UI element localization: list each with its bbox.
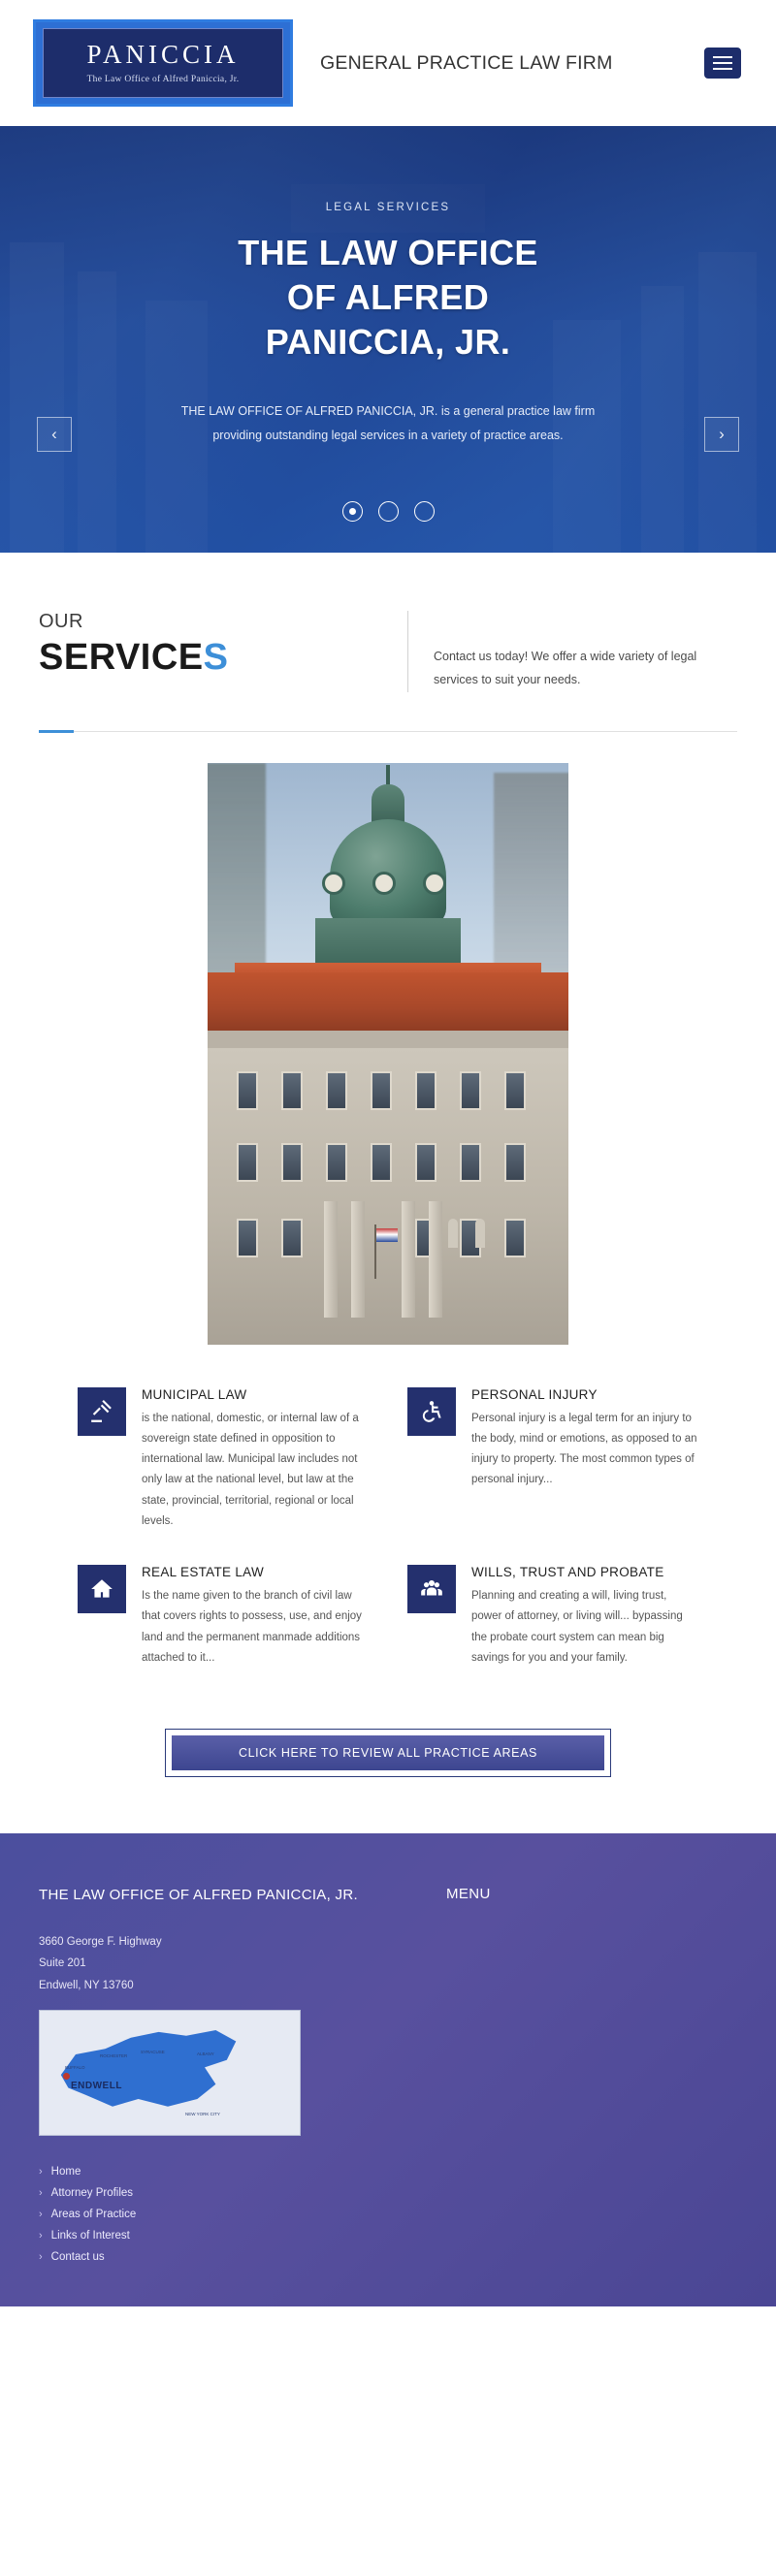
footer-contact-column	[39, 1884, 388, 2268]
chevron-right-icon: ›	[39, 2187, 43, 2200]
address-line-3: Endwell, NY 13760	[39, 1979, 134, 1991]
address-line-1: 3660 George F. Highway	[39, 1935, 162, 1948]
hero-banner	[0, 126, 776, 553]
review-practice-areas-button[interactable]	[165, 1729, 611, 1777]
practice-area-body	[471, 1565, 698, 1669]
services-title-wrap	[39, 611, 407, 679]
practice-area-title: MUNICIPAL LAW	[142, 1386, 247, 1402]
services-eyebrow: OUR	[39, 611, 83, 632]
practice-areas-grid	[78, 1387, 698, 1670]
site-header	[0, 0, 776, 126]
hamburger-bar	[713, 56, 732, 58]
site-footer	[0, 1833, 776, 2306]
address-line-2: Suite 201	[39, 1957, 86, 1970]
footer-link-label: Links of Interest	[50, 2230, 130, 2242]
practice-area-title: REAL ESTATE LAW	[142, 1565, 265, 1580]
footer-address	[39, 1931, 388, 1996]
gavel-icon	[78, 1387, 126, 1436]
practice-area-card[interactable]	[78, 1565, 369, 1669]
map-location-label: ENDWELL	[71, 2081, 122, 2092]
footer-link-areas-of-practice[interactable]	[39, 2204, 388, 2225]
services-divider	[39, 731, 737, 732]
services-title-main: SERVICE	[39, 637, 204, 678]
page-title: GENERAL PRACTICE LAW FIRM	[320, 51, 613, 74]
footer-link-label: Attorney Profiles	[50, 2187, 134, 2200]
hero-description: THE LAW OFFICE OF ALFRED PANICCIA, JR. is a general practice law firm providing outstanding legal services in a variety of practice areas.	[180, 404, 596, 443]
logo-firm-name: PANICCIA	[86, 40, 240, 69]
map-tick-buffalo: BUFFALO	[65, 2065, 85, 2071]
hero-title-line-1: THE LAW OFFICE	[238, 233, 538, 272]
services-header	[39, 611, 737, 692]
services-title	[39, 637, 407, 679]
chevron-right-icon: ›	[39, 2251, 43, 2264]
footer-link-home[interactable]	[39, 2161, 388, 2182]
footer-link-links-of-interest[interactable]	[39, 2225, 388, 2246]
practice-area-title: WILLS, TRUST AND PROBATE	[471, 1565, 664, 1580]
practice-area-text: Planning and creating a will, living trust, power of attorney, or living will... bypassing the probate court system can mean big savings for you and your family.	[471, 1590, 683, 1664]
footer-links	[39, 2161, 388, 2268]
carousel-next-arrow-icon[interactable]: ›	[704, 417, 739, 452]
chevron-right-icon: ›	[39, 2166, 43, 2178]
practice-area-body	[471, 1387, 698, 1533]
courthouse-building-photo	[208, 763, 568, 1345]
practice-area-body	[142, 1565, 369, 1669]
site-logo[interactable]	[33, 19, 293, 107]
practice-area-text: is the national, domestic, or internal law of a sovereign state defined in opposition to international law. Municipal law includes not only law at the national level, but law at the state, provincial, territorial, regional or local levels.	[142, 1412, 359, 1527]
house-icon	[78, 1565, 126, 1613]
footer-grid	[39, 1884, 737, 2268]
hero-title-line-2: OF ALFRED	[286, 277, 490, 318]
map-tick-albany: ALBANY	[197, 2051, 214, 2057]
hamburger-bar	[713, 62, 732, 64]
map-tick-rochester: ROCHESTER	[100, 2053, 128, 2059]
carousel-prev-arrow-icon[interactable]: ‹	[37, 417, 72, 452]
chevron-right-icon: ›	[39, 2230, 43, 2242]
chevron-right-icon: ›	[39, 2209, 43, 2221]
footer-heading: THE LAW OFFICE OF ALFRED PANICCIA, JR.	[39, 1887, 358, 1904]
practice-area-card[interactable]	[78, 1387, 369, 1533]
services-section	[0, 553, 776, 1777]
footer-link-label: Home	[50, 2166, 81, 2178]
logo-inner	[43, 28, 283, 98]
practice-area-text: Personal injury is a legal term for an injury to the body, mind or emotions, as opposed to an injury to property. The most common types of personal injury...	[471, 1412, 697, 1486]
footer-link-contact-us[interactable]	[39, 2246, 388, 2268]
carousel-dot-1[interactable]	[342, 501, 363, 522]
footer-menu-column	[446, 1884, 491, 2268]
services-title-accent: S	[203, 637, 229, 678]
hamburger-bar	[713, 68, 732, 70]
carousel-dot-2[interactable]	[378, 501, 399, 522]
hero-eyebrow: LEGAL SERVICES	[325, 202, 451, 213]
practice-area-card[interactable]	[407, 1565, 698, 1669]
map-tick-syracuse: SYRACUSE	[141, 2050, 165, 2055]
footer-link-label: Contact us	[50, 2251, 105, 2264]
hero-title-line-3: PANICCIA, JR.	[265, 322, 511, 363]
services-tagline: Contact us today! We offer a wide variety of legal services to suit your needs.	[407, 611, 728, 692]
practice-area-text: Is the name given to the branch of civil law that covers rights to possess, use, and enjoy land and the permanent manmade additions attached to it...	[142, 1590, 362, 1664]
practice-area-title: PERSONAL INJURY	[471, 1386, 598, 1402]
logo-tagline: The Law Office of Alfred Paniccia, Jr.	[86, 75, 240, 84]
hamburger-menu-icon[interactable]	[704, 48, 741, 79]
carousel-dots	[0, 501, 776, 522]
map-tick-nyc: NEW YORK CITY	[185, 2112, 220, 2117]
family-group-icon	[407, 1565, 456, 1613]
footer-link-label: Areas of Practice	[50, 2209, 137, 2221]
practice-area-card[interactable]	[407, 1387, 698, 1533]
wheelchair-accessible-icon	[407, 1387, 456, 1436]
cta-wrap	[39, 1729, 737, 1777]
footer-link-attorney-profiles[interactable]	[39, 2182, 388, 2204]
review-practice-areas-label: CLICK HERE TO REVIEW ALL PRACTICE AREAS	[172, 1735, 604, 1770]
practice-area-body	[142, 1387, 369, 1533]
carousel-dot-3[interactable]	[414, 501, 435, 522]
hero-title	[0, 231, 776, 365]
footer-menu-title: MENU	[446, 1886, 491, 1903]
location-map[interactable]	[39, 2010, 301, 2136]
